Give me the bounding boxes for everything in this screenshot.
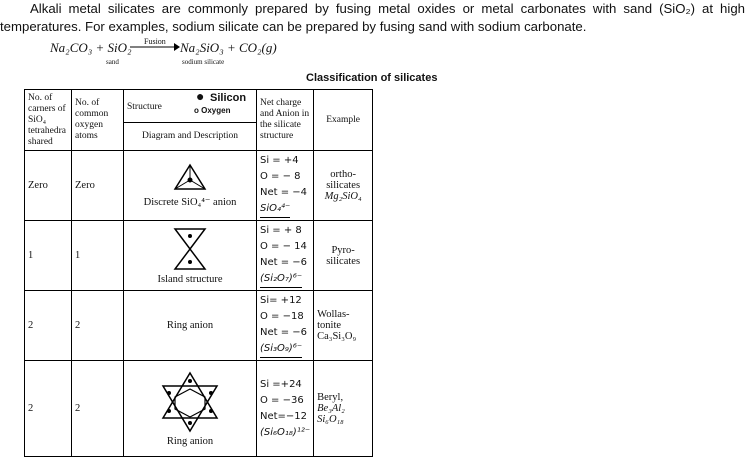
header-corners: No. of carners of SiO₄ tetrahedra shared: [25, 90, 72, 151]
equation-lhs: Na₂CO₃ + SiO₂: [50, 40, 132, 55]
o-charge: O = −18: [260, 311, 304, 322]
legend-oxygen-row: [194, 106, 230, 115]
cell-corners: 1: [25, 221, 72, 291]
table-title: Classification of silicates: [306, 72, 438, 84]
intro-paragraph: [0, 0, 745, 36]
o-charge: O = − 8: [260, 171, 301, 182]
header-example: Example: [314, 90, 373, 151]
cell-diagram: [124, 361, 257, 457]
table-row: [25, 151, 373, 221]
net-charge: Net=−12: [260, 410, 308, 422]
header-net-charge: Net charge and Anion in the silicate structure: [257, 90, 314, 151]
under-silicate: sodium silicate: [182, 58, 225, 66]
cell-corners: Zero: [25, 151, 72, 221]
net-charge: Net = −6: [260, 257, 308, 268]
cell-oxygen: 1: [72, 221, 124, 291]
si-charge: Si =+24: [260, 378, 302, 390]
cell-net: [257, 221, 314, 291]
table-row: [25, 361, 373, 457]
example-name: Pyro-silicates: [326, 244, 361, 267]
example-formula: Mg₂SiO₄: [324, 191, 362, 202]
anion-formula: (Si₂O₇)⁶⁻: [260, 271, 302, 288]
intro-text: Alkali metal silicates are commonly prepared by fusing metal oxides or metal carbonates with sand (SiO₂) at high temperatures. For examples, sodium silicate can be prepared by fusing sand with sodium carbonate.: [0, 1, 745, 34]
cell-diagram: Ring anion: [124, 291, 257, 361]
header-oxygen: No. of common oxygen atoms: [72, 90, 124, 151]
example-formula: Ca₃Si₃O₉: [317, 331, 357, 342]
si-charge: Si = +4: [260, 155, 299, 166]
row-description: Ring anion: [166, 435, 214, 447]
legend-silicon: Silicon: [210, 92, 247, 104]
table-row: [25, 221, 373, 291]
arrow-icon: [130, 42, 180, 52]
anion-formula: (Si₆O₁₈)¹²⁻: [260, 426, 311, 438]
header-structure: [124, 90, 257, 123]
cell-oxygen: 2: [72, 361, 124, 457]
net-charge: Net = −6: [260, 327, 308, 338]
cell-diagram: [124, 151, 257, 221]
example-name: ortho-silicates: [326, 169, 361, 191]
equation-rhs: Na₂SiO₃ + CO₂(g): [180, 40, 277, 55]
cell-corners: 2: [25, 291, 72, 361]
o-charge: O = −36: [260, 394, 304, 406]
o-charge: O = − 14: [260, 241, 307, 252]
tetrahedron-diagram: [170, 163, 210, 193]
cell-oxygen: Zero: [72, 151, 124, 221]
example-name: Beryl,: [317, 392, 344, 403]
oxygen-circle-icon: o: [194, 106, 202, 115]
under-sand: sand: [106, 58, 119, 66]
example-name: Wollas-tonite: [317, 309, 350, 331]
silicate-table: [24, 89, 373, 457]
si-charge: Si = + 8: [260, 225, 302, 236]
cell-net: [257, 361, 314, 457]
hexagonal-ring-diagram: [155, 371, 225, 433]
double-tetrahedron-diagram: [170, 227, 210, 271]
arrow-label: Fusion: [144, 37, 166, 46]
cell-diagram: [124, 221, 257, 291]
cell-example: [314, 151, 373, 221]
cell-net: [257, 151, 314, 221]
silicon-dot-icon: ●: [196, 90, 205, 105]
cell-net: [257, 291, 314, 361]
net-charge: Net = −4: [260, 187, 308, 198]
cell-example: [314, 291, 373, 361]
table-row: [25, 291, 373, 361]
anion-formula: SiO₄⁴⁻: [260, 201, 290, 218]
structure-label: Structure: [127, 101, 162, 112]
row-description: Discrete SiO₄⁴⁻ anion: [143, 197, 237, 208]
example-formula: Be₃Al₂ Si₆O₁₈: [317, 403, 345, 425]
anion-formula: (Si₃O₉)⁶⁻: [260, 341, 302, 358]
cell-oxygen: 2: [72, 291, 124, 361]
header-diagram: Diagram and Description: [124, 123, 257, 151]
si-charge: Si= +12: [260, 295, 302, 306]
cell-corners: 2: [25, 361, 72, 457]
row-description: Island structure: [157, 273, 223, 285]
cell-example: [314, 221, 373, 291]
cell-example: [314, 361, 373, 457]
legend-oxygen: Oxygen: [201, 106, 231, 115]
